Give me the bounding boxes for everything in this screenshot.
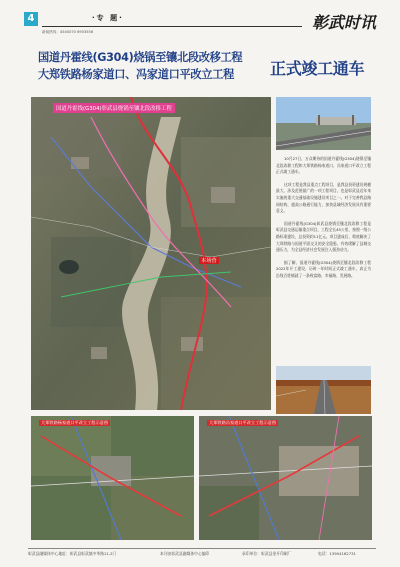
autumn-road-photo-graphic	[276, 366, 371, 414]
road-photo-top	[276, 97, 371, 150]
road-photo-bottom	[276, 366, 371, 414]
page-header	[24, 10, 376, 38]
bottom-map-fengjia	[199, 416, 372, 540]
footer-address: 彰武县融媒体中心地址：彰武县彰武镇中华路11-2门	[28, 551, 117, 556]
bottom-map-left-graphic	[31, 416, 194, 540]
article-paragraph: 这项工程是我县重点工程项目，是我县投资建设规模最大、涉及范围最广的一项工程项目，也是彰武县近年来实施的重大交通基础设施建设项目之一。对于完善我县路网结构，提高公路通行能力，加快县域经济发展具有重要意义。	[276, 182, 371, 214]
article-paragraph: 国道丹霍线(G304)彰武县烧锅至镶北段改移工程是彰武县交通运输重点项目，工程全长45公里，按照一级公路标准建设，总投资约11亿元。项目建成后，彻底解决了大郑铁路与国道平面交叉的安全隐患，有效缓解了县城交通压力，为全县经济社会发展注入强劲动力。	[276, 221, 371, 253]
headline-line-2: 大郑铁路杨家道口、冯家道口平改立工程	[38, 68, 234, 81]
article-paragraph: 据了解，国道丹霍线(G304)烧锅至镶北段改移工程2022年开工建设，历时一年时间正式竣工通车，真正为沿线百姓铺就了一条致富路、幸福路、发展路。	[276, 260, 371, 278]
bottom-map-caption: 大郑铁路杨家道口平改立工程示意图	[41, 420, 109, 425]
footer-publisher: 本刊由彰武县融媒体中心编印	[160, 551, 210, 556]
section-label: ·专 题·	[92, 14, 124, 22]
headline-block	[26, 44, 376, 94]
footer-printer: 承印单位：彰武县金开印刷厂	[242, 551, 292, 556]
page-number: 4	[24, 12, 38, 26]
aerial-route-map	[31, 97, 271, 410]
footer-phone: 电话：13904162731	[318, 551, 356, 556]
page-footer	[28, 548, 376, 559]
place-label: 本场营	[201, 258, 217, 264]
aerial-map-caption: 国道丹霍线(G304)彰武县烧锅至镶北段改移工程	[53, 103, 175, 113]
bottom-map-yangjia	[31, 416, 194, 540]
masthead: 彰武时讯	[311, 13, 376, 32]
highway-photo-graphic	[276, 97, 371, 150]
aerial-map-graphic	[31, 97, 271, 410]
article-body	[276, 156, 371, 286]
header-meta: 新闻热线：4540070 6953556	[42, 30, 94, 34]
headline-line-1: 国道丹霍线(G304)烧锅至镶北段改移工程	[38, 51, 243, 64]
headline-right: 正式竣工通车	[270, 59, 365, 78]
bottom-map-right-graphic	[199, 416, 372, 540]
article-paragraph: 10月27日，万众期待的国道丹霍线(G304)烧锅至镶北段改移工程和大郑铁路杨家道口、冯家道口平改立工程正式竣工通车。	[276, 157, 371, 175]
header-rule	[42, 26, 302, 27]
bottom-map-caption: 大郑铁路冯家道口平改立工程示意图	[209, 420, 277, 425]
